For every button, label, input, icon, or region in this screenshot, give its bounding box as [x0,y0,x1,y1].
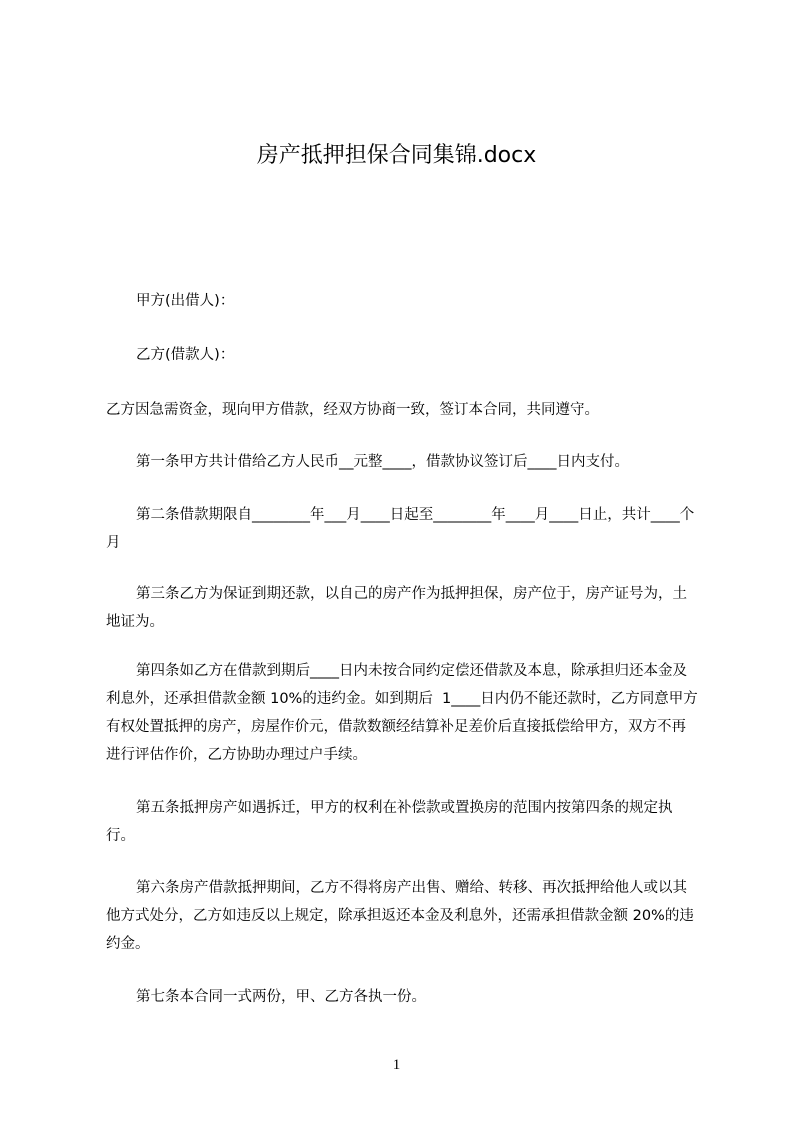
party-b-line: 乙方(借款人)： [136,347,235,363]
article-2-paragraph: 第二条借款期限自________年___月____日起至________年____月____日止，共计____个月 [106,507,695,551]
article-6-paragraph: 第六条房产借款抵押期间，乙方不得将房产出售、赠给、转移、再次抵押给他人或以其他方式处分，乙方如违反以上规定，除承担返还本金及利息外，还需承担借款金额 20%的违约金。 [106,880,694,952]
page-number: 1 [392,1057,401,1073]
article-3-paragraph: 第三条乙方为保证到期还款，以自己的房产作为抵押担保，房产位于，房产证号为，土地证为。 [106,586,687,630]
party-a-line: 甲方(出借人)： [136,293,235,309]
article-4-paragraph: 第四条如乙方在借款到期后____日内未按合同约定偿还借款及本息，除承担归还本金及利息外，还承担借款金额 10%的违约金。如到期后 1____日内仍不能还款时，乙方同意甲方有权处置抵押的房产，房屋作价元，借款数额经结算补足差价后直接抵偿给甲方，双方不再进行评估作价，乙方协助办理过户手续。 [106,663,698,763]
article-5-paragraph: 第五条抵押房产如遇拆迁，甲方的权利在补偿款或置换房的范围内按第四条的规定执行。 [106,800,673,844]
article-7-paragraph: 第七条本合同一式两份，甲、乙方各执一份。 [136,989,426,1005]
preamble-paragraph: 乙方因急需资金，现向甲方借款，经双方协商一致，签订本合同，共同遵守。 [106,402,599,418]
article-1-paragraph: 第一条甲方共计借给乙方人民币__元整____，借款协议签订后____日内支付。 [136,454,629,470]
document-title: 房产抵押担保合同集锦.docx [256,143,537,168]
